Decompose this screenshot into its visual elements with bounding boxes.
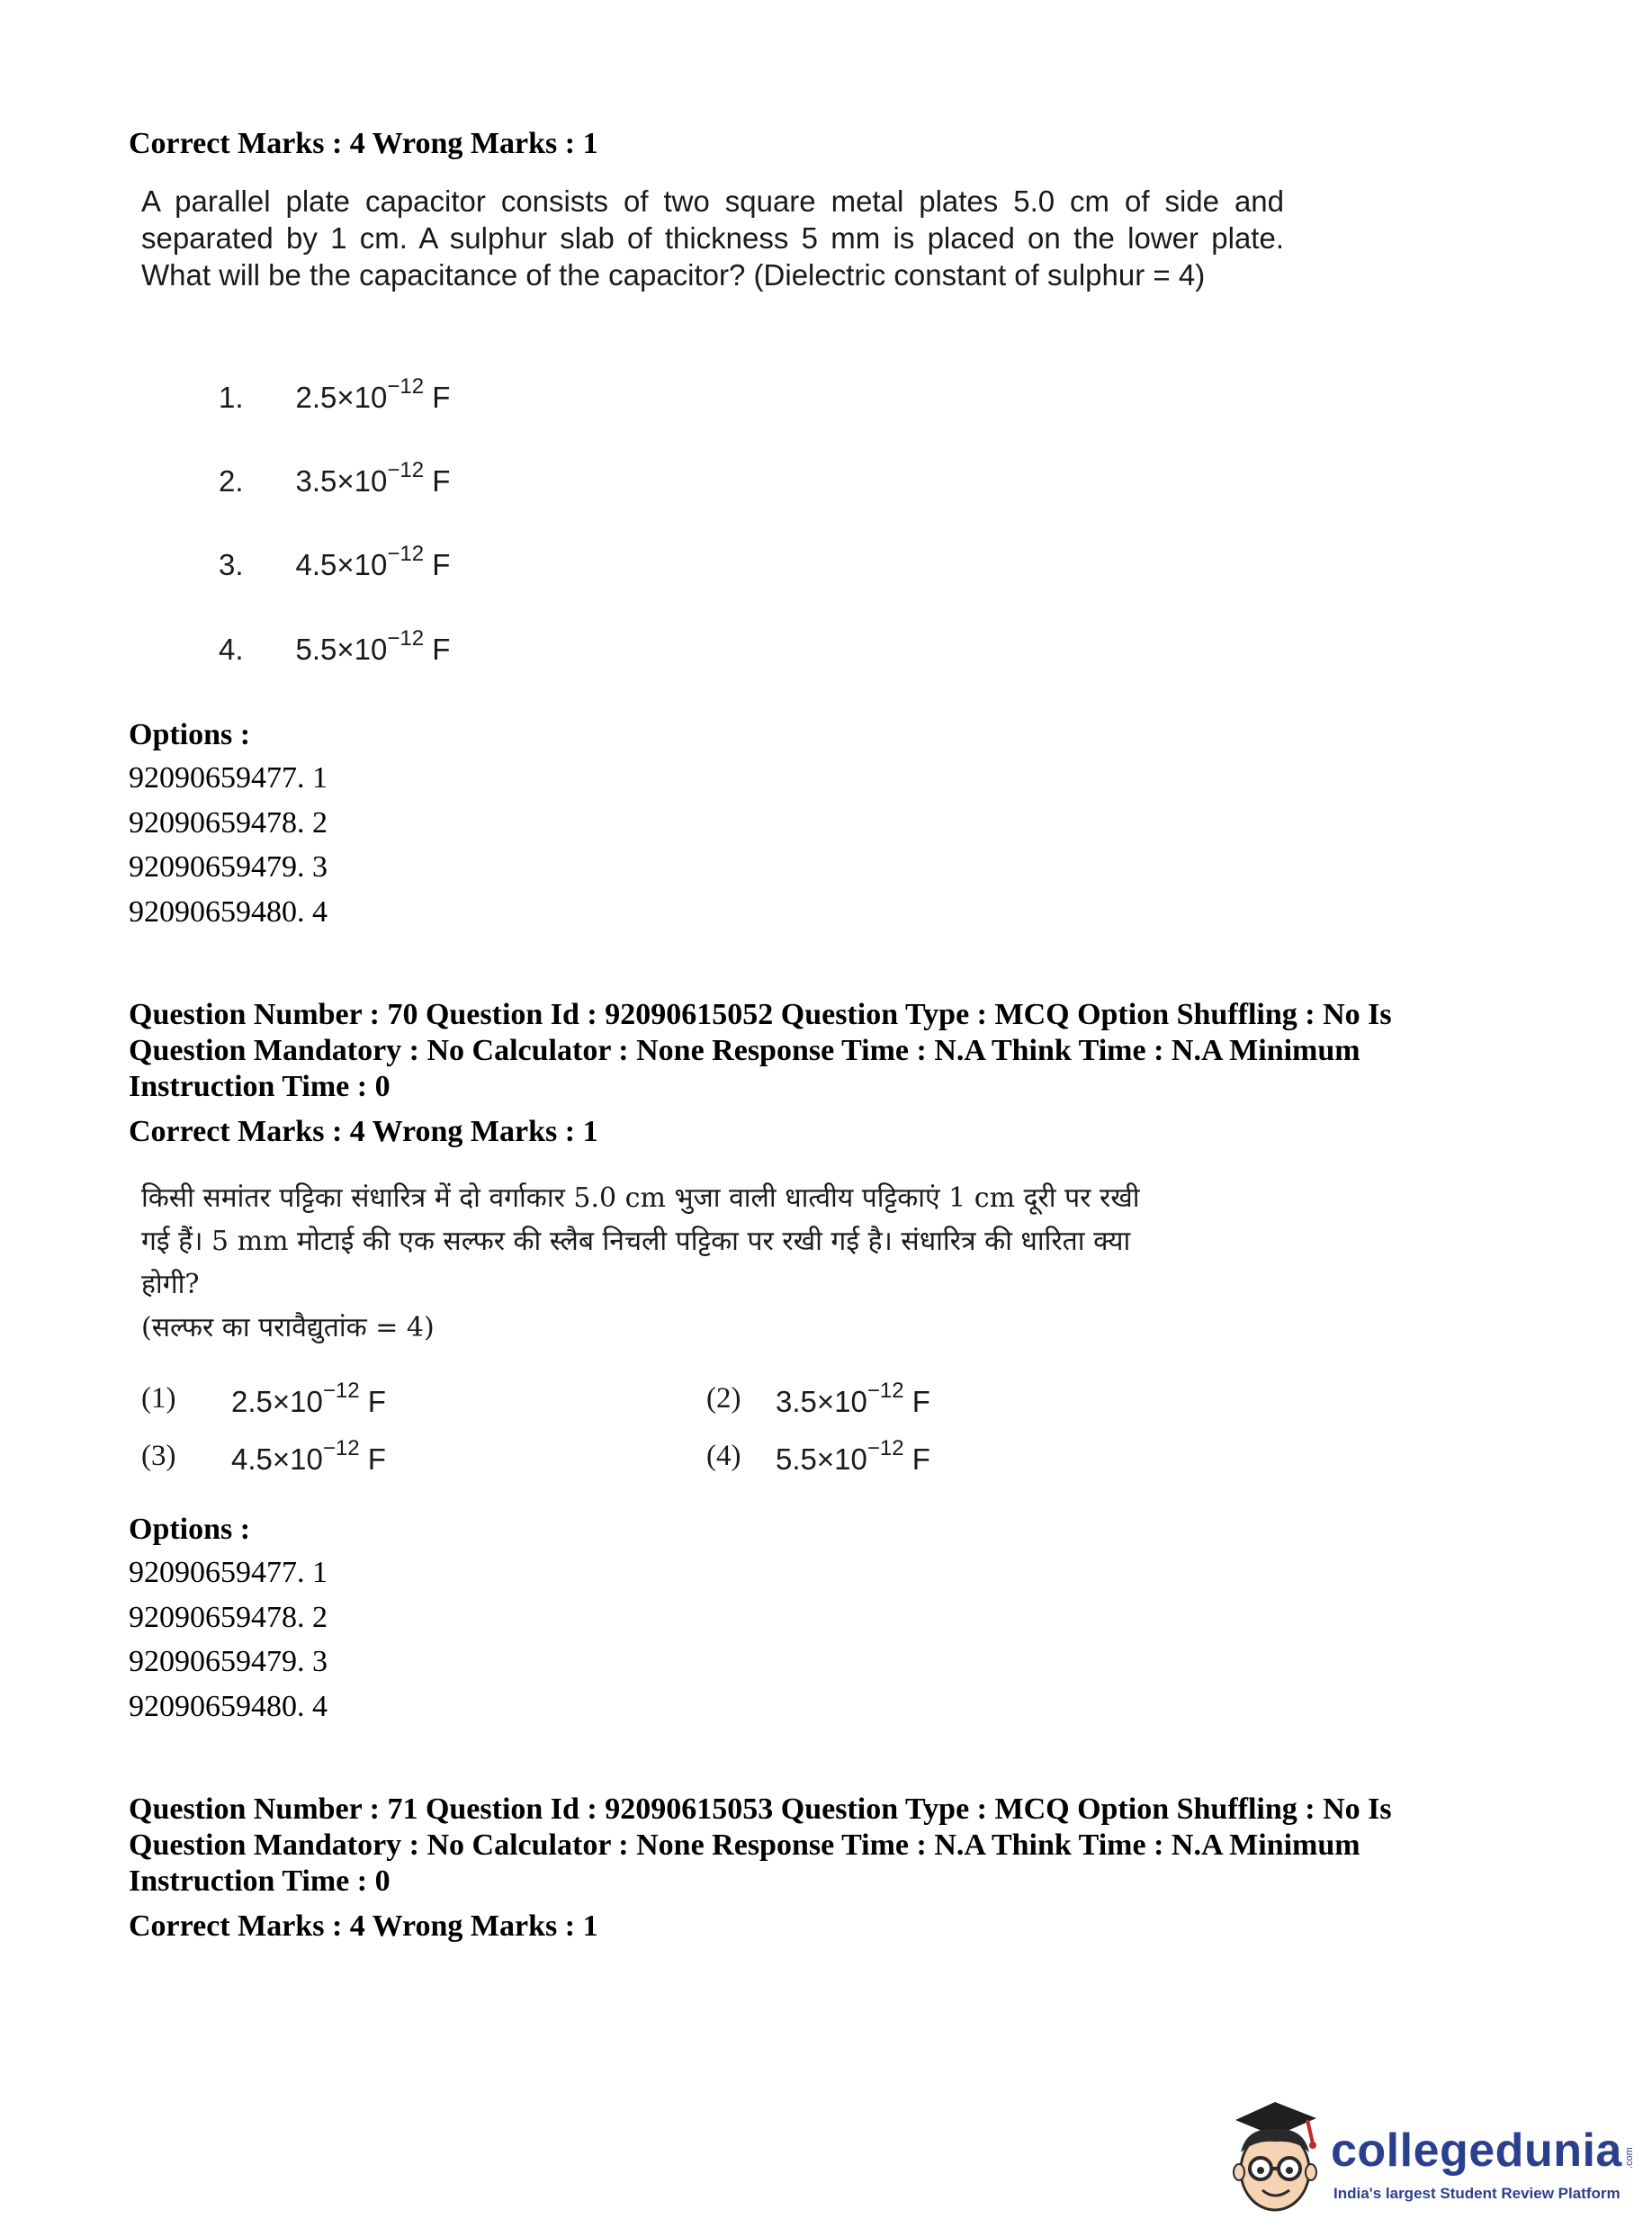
choice-number: 4. bbox=[219, 633, 244, 666]
option-id-line: 92090659477. 1 bbox=[129, 1556, 328, 1589]
option-id-line: 92090659477. 1 bbox=[129, 761, 328, 795]
choice-number: 3. bbox=[219, 548, 244, 581]
question-text-english bbox=[141, 183, 1284, 293]
student-mascot-icon bbox=[1219, 2097, 1336, 2218]
header-line: Question Number : 71 Question Id : 92090615053 Question Type : MCQ Option Shuffling : No Is bbox=[129, 1792, 1392, 1826]
question-text-hindi bbox=[141, 1177, 1311, 1350]
option-id-line: 92090659480. 4 bbox=[129, 894, 328, 929]
choice-item bbox=[706, 1379, 930, 1418]
header-line: Question Mandatory : No Calculator : None Response Time : N.A Think Time : N.A Minimum bbox=[129, 1034, 1360, 1067]
collegedunia-logo[interactable] bbox=[1219, 2097, 1642, 2223]
choice-number: (1) bbox=[141, 1382, 176, 1415]
marks-line: Correct Marks : 4 Wrong Marks : 1 bbox=[129, 127, 598, 160]
question-header bbox=[129, 997, 1392, 1105]
marks-line: Correct Marks : 4 Wrong Marks : 1 bbox=[129, 1909, 598, 1943]
choice-number: (4) bbox=[706, 1440, 741, 1472]
question-line: होगी? bbox=[141, 1269, 200, 1300]
header-line: Question Mandatory : No Calculator : None Response Time : N.A Think Time : N.A Minimum bbox=[129, 1828, 1360, 1862]
logo-tagline: India's largest Student Review Platform bbox=[1333, 2185, 1621, 2202]
header-line: Instruction Time : 0 bbox=[129, 1070, 391, 1103]
choice-item bbox=[141, 1436, 386, 1476]
choice-value: $4.5\times 10^{-12}$ F bbox=[231, 1436, 386, 1476]
choice-number: (2) bbox=[706, 1382, 741, 1415]
choice-item bbox=[219, 626, 451, 667]
choice-number: (3) bbox=[141, 1440, 176, 1472]
option-id-line: 92090659478. 2 bbox=[129, 805, 328, 840]
choice-number: 2. bbox=[219, 464, 244, 498]
header-line: Question Number : 70 Question Id : 92090615052 Question Type : MCQ Option Shuffling : No Is bbox=[129, 998, 1392, 1031]
options-list bbox=[129, 1550, 328, 1729]
question-line: (सल्फर का परावैद्युतांक = 4) bbox=[141, 1312, 435, 1343]
option-id-line: 92090659479. 3 bbox=[129, 850, 328, 884]
choice-value: $4.5\times 10^{-12}$ F bbox=[295, 542, 451, 581]
options-list bbox=[129, 756, 328, 934]
option-id-line: 92090659480. 4 bbox=[129, 1689, 328, 1723]
marks-line: Correct Marks : 4 Wrong Marks : 1 bbox=[129, 1115, 598, 1148]
logo-domain-suffix: .com bbox=[1624, 2147, 1635, 2169]
choice-item bbox=[706, 1436, 930, 1476]
choice-item bbox=[141, 1379, 386, 1418]
options-label: Options : bbox=[129, 1513, 251, 1546]
choice-value: $5.5\times 10^{-12}$ F bbox=[776, 1436, 930, 1476]
question-header bbox=[129, 1792, 1392, 1900]
choice-value: $3.5\times 10^{-12}$ F bbox=[776, 1379, 930, 1418]
logo-wordmark: collegedunia bbox=[1331, 2125, 1622, 2177]
question-line: किसी समांतर पट्टिका संधारित्र में दो वर्गाकार 5.0 cm भुजा वाली धात्वीय पट्टिकाएं 1 cm दूरी पर रखी bbox=[141, 1182, 1140, 1214]
option-id-line: 92090659479. 3 bbox=[129, 1645, 328, 1678]
choice-value: $5.5\times 10^{-12}$ F bbox=[295, 626, 451, 666]
options-label: Options : bbox=[129, 718, 251, 751]
choice-value: $3.5\times 10^{-12}$ F bbox=[295, 458, 451, 498]
header-line: Instruction Time : 0 bbox=[129, 1864, 391, 1898]
choice-item bbox=[219, 542, 451, 582]
option-id-line: 92090659478. 2 bbox=[129, 1600, 328, 1634]
question-paragraph: A parallel plate capacitor consists of two square metal plates 5.0 cm of side and separated by 1 cm. A sulphur slab of thickness 5 mm is placed on the lower plate. What will be the capacitance of the capacitor? (Dielectric constant of sulphur = 4) bbox=[141, 184, 1284, 292]
choice-number: 1. bbox=[219, 381, 244, 414]
choice-item bbox=[219, 458, 451, 499]
choice-value: $2.5\times 10^{-12}$ F bbox=[231, 1379, 386, 1418]
choice-value: $2.5\times 10^{-12}$ F bbox=[295, 374, 451, 414]
choice-item bbox=[219, 374, 451, 415]
question-line: गई हैं। 5 mm मोटाई की एक सल्फर की स्लैब निचली पट्टिका पर रखी गई है। संधारित्र की धारिता क्या bbox=[141, 1226, 1131, 1257]
